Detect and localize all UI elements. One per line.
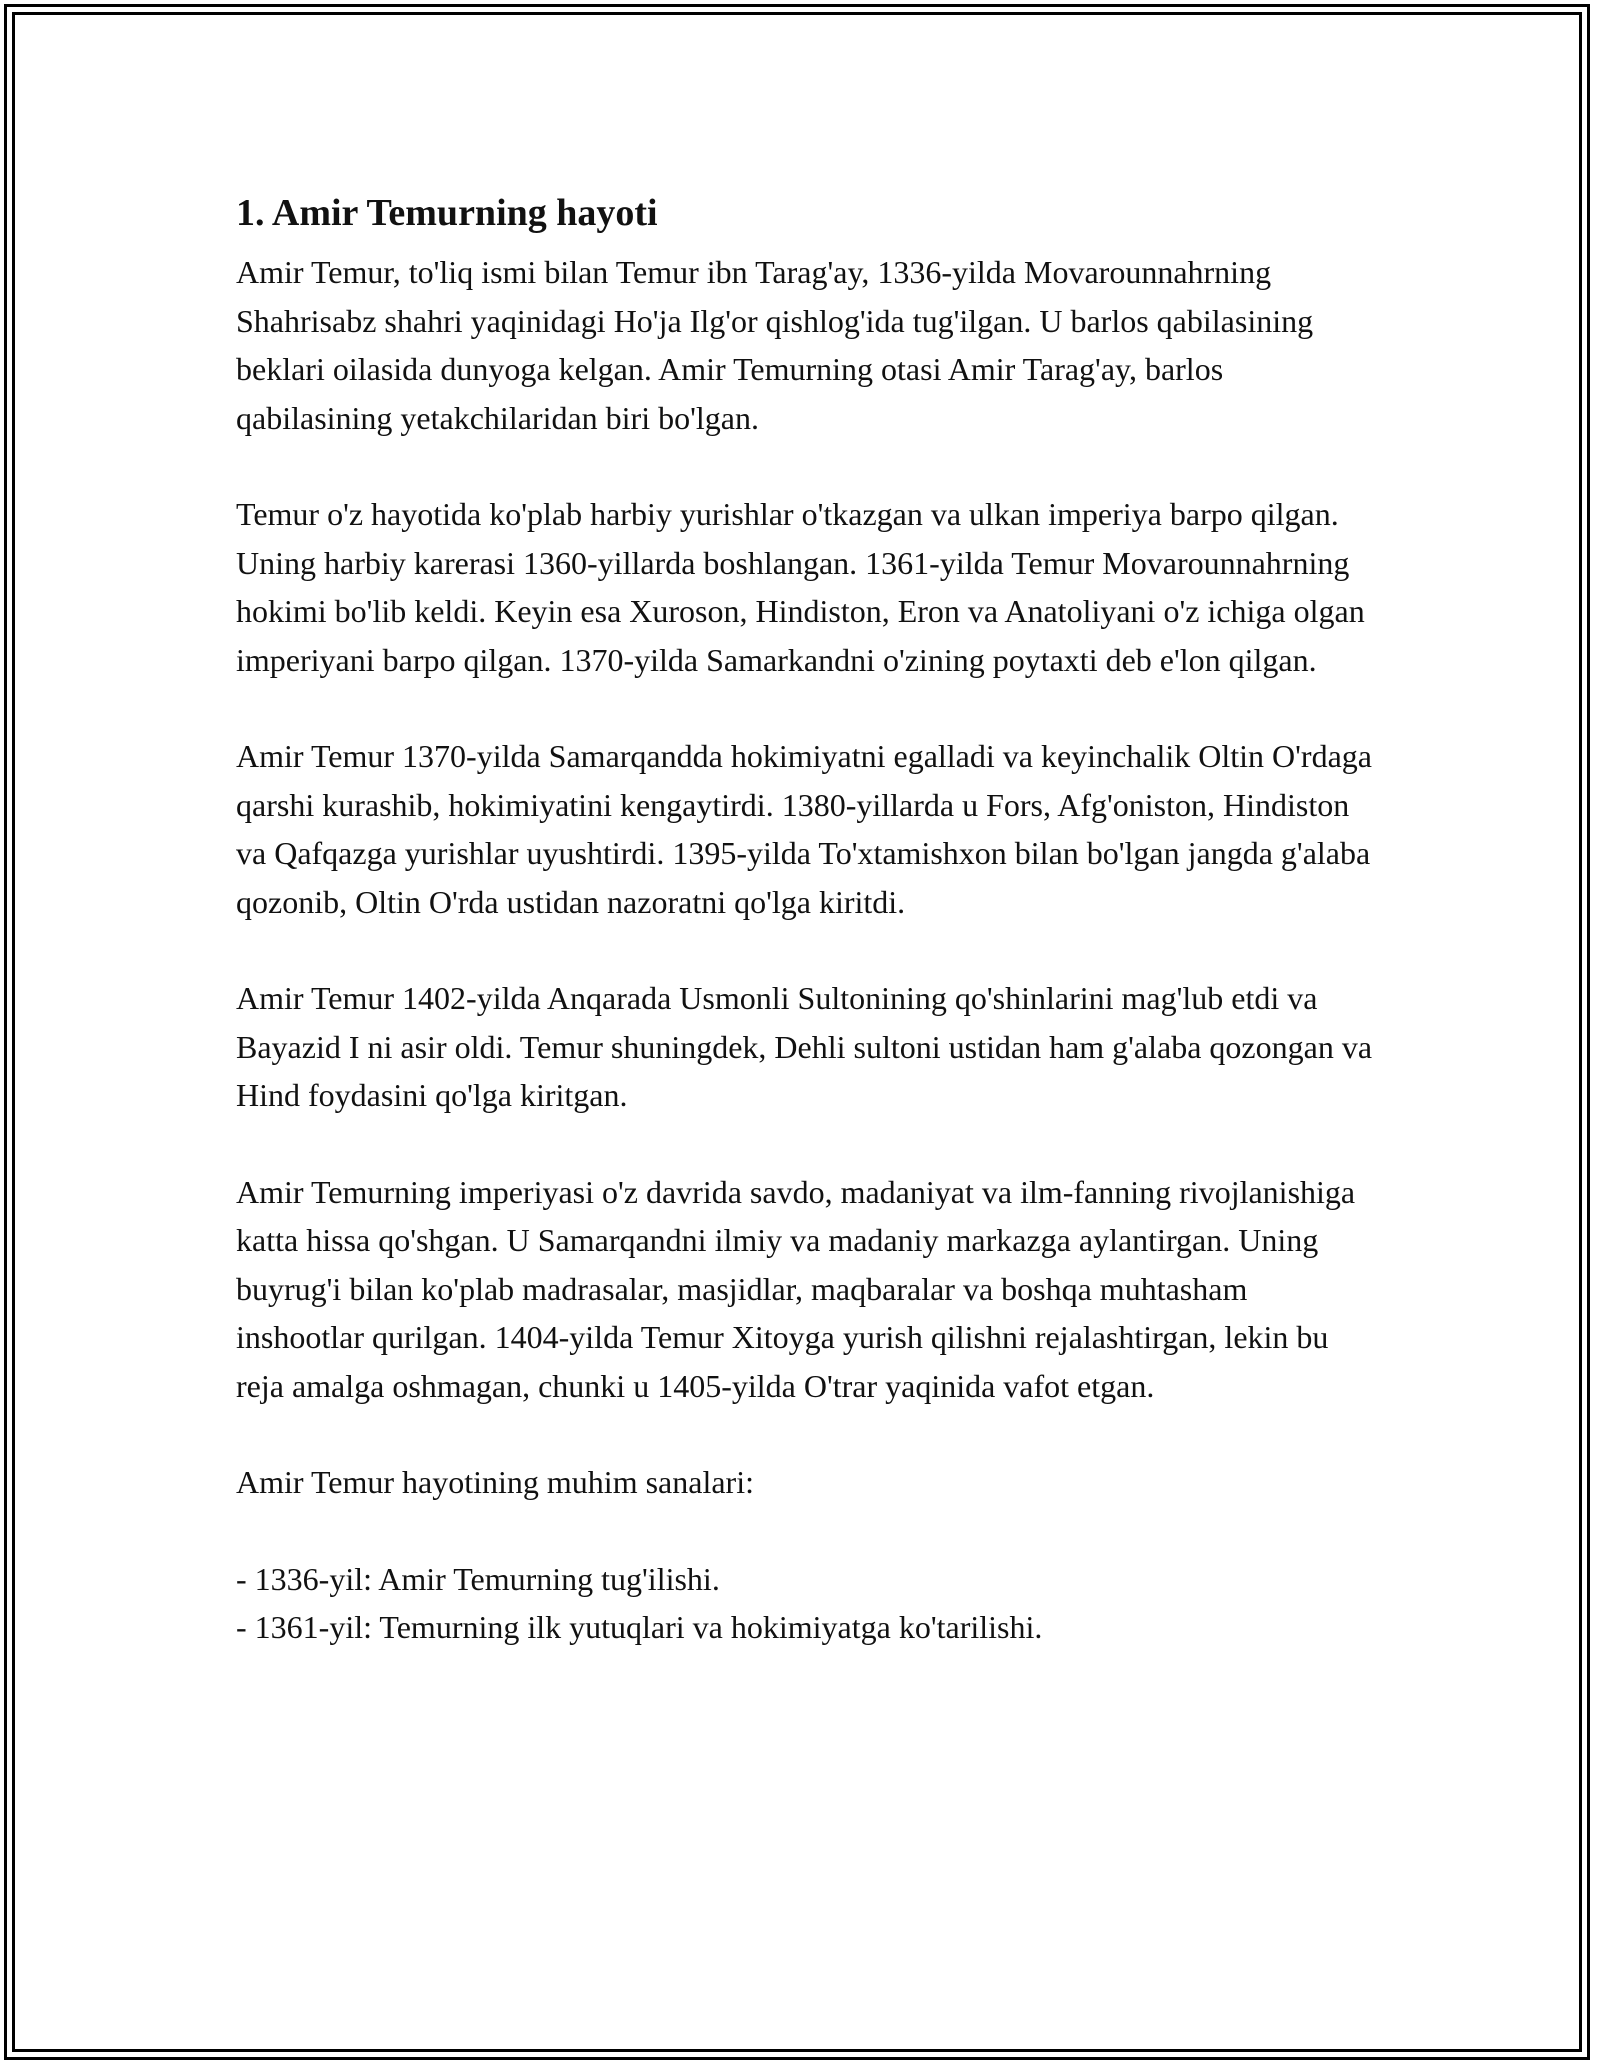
paragraph-2: Temur o'z hayotida ko'plab harbiy yurishlar o'tkazgan va ulkan imperiya barpo qilgan. Uning harbiy karerasi 1360-yillarda boshlangan. 1361-yilda Temur Movarounnahrning hokimi bo'lib keldi. Keyin esa Xuroson, Hindiston, Eron va Anatoliyani o'z ichiga olgan imperiyani barpo qilgan. 1370-yilda Samarkandni o'zining poytaxti deb e'lon qilgan. xyxy=(236,496,1365,678)
paragraph-5: Amir Temurning imperiyasi o'z davrida savdo, madaniyat va ilm-fanning rivojlanishiga katta hissa qo'shgan. U Samarqandni ilmiy va madaniy markazga aylantirgan. Uning buyrug'i bilan ko'plab madrasalar, masjidlar, maqbaralar va boshqa muhtasham inshootlar qurilgan. 1404-yilda Temur Xitoyga yurish qilishni rejalashtirgan, lekin bu reja amalga oshmagan, chunki u 1405-yilda O'trar yaqinida vafot etgan. xyxy=(236,1173,1356,1404)
document-title: 1. Amir Temurning hayoti xyxy=(236,192,658,234)
dates-list-intro: Amir Temur hayotining muhim sanalari: xyxy=(236,1464,754,1500)
list-item: - 1336-yil: Amir Temurning tug'ilishi. xyxy=(236,1560,720,1597)
paragraph-4: Amir Temur 1402-yilda Anqarada Usmonli Sultonining qo'shinlarini mag'lub etdi va Bayazid I ni asir oldi. Temur shuningdek, Dehli sultoni ustidan ham g'alaba qozongan va Hind foydasini qo'lga kiritgan. xyxy=(236,980,1373,1113)
paragraph-1: Amir Temur, to'liq ismi bilan Temur ibn Tarag'ay, 1336-yilda Movarounnahrning Shahrisabz shahri yaqinidagi Ho'ja Ilg'or qishlog'ida tug'ilgan. U barlos qabilasining beklari oilasida dunyoga kelgan. Amir Temurning otasi Amir Tarag'ay, barlos qabilasining yetakchilaridan biri bo'lgan. xyxy=(236,254,1314,436)
paragraph-3: Amir Temur 1370-yilda Samarqandda hokimiyatni egalladi va keyinchalik Oltin O'rdaga qarshi kurashib, hokimiyatini kengaytirdi. 1380-yillarda u Fors, Afg'oniston, Hindiston va Qafqazga yurishlar uyushtirdi. 1395-yilda To'xtamishxon bilan bo'lgan jangda g'alaba qozonib, Oltin O'rda ustidan nazoratni qo'lga kiritdi. xyxy=(236,738,1372,920)
document-body xyxy=(236,186,1376,1652)
list-item: - 1361-yil: Temurning ilk yutuqlari va hokimiyatga ko'tarilishi. xyxy=(236,1609,1043,1645)
important-dates-list xyxy=(236,1555,1376,1652)
